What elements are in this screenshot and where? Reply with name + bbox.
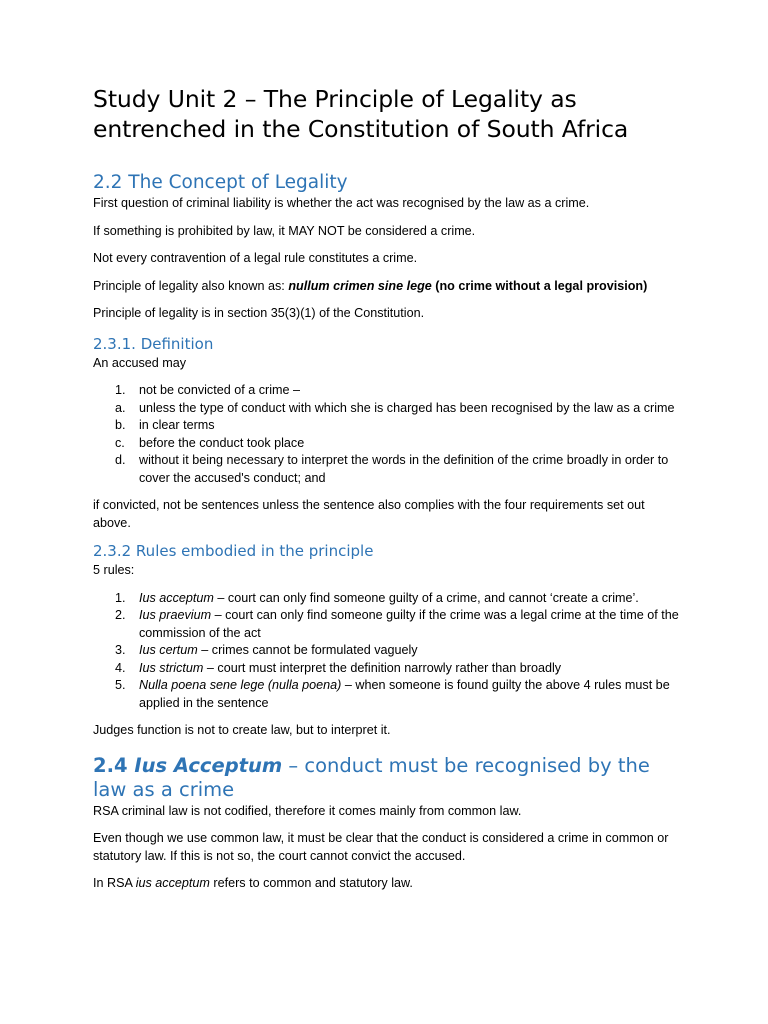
definition-list xyxy=(93,382,683,487)
list-item-text: in clear terms xyxy=(139,418,215,432)
list-item-text: – court can only find someone guilty of a crime, and cannot ‘create a crime’. xyxy=(213,590,639,605)
paragraph-ius-acceptum xyxy=(93,875,683,893)
list-marker: 1. xyxy=(115,590,126,605)
list-marker: b. xyxy=(115,418,126,432)
list-item-text: – crimes cannot be formulated vaguely xyxy=(197,643,418,657)
list-marker: a. xyxy=(115,400,126,415)
paragraph: Not every contravention of a legal rule constitutes a crime. xyxy=(93,251,418,265)
list-item-text: not be convicted of a crime – xyxy=(139,383,301,397)
list-item xyxy=(93,677,683,712)
section-heading-2-4 xyxy=(93,754,683,802)
text-run-bold: (no crime without a legal provision) xyxy=(431,278,648,293)
section-heading-2-2: 2.2 The Concept of Legality xyxy=(93,172,348,193)
list-item xyxy=(93,452,683,487)
list-item xyxy=(93,382,683,400)
list-item xyxy=(93,607,683,642)
latin-term: Ius acceptum xyxy=(139,590,214,605)
paragraph: An accused may xyxy=(93,355,187,370)
heading-number: 2.4 xyxy=(93,753,135,777)
latin-term: Ius certum xyxy=(139,643,198,657)
heading-text: – conduct must be recognised by the law as a crime xyxy=(93,753,650,801)
list-item xyxy=(93,400,683,418)
list-marker: c. xyxy=(115,435,125,450)
list-item-text: unless the type of conduct with which she is charged has been recognised by the law as a crime xyxy=(139,400,675,415)
list-marker: 4. xyxy=(115,660,126,675)
list-marker: 1. xyxy=(115,383,126,397)
paragraph: 5 rules: xyxy=(93,563,135,577)
list-item-text: – court must interpret the definition narrowly rather than broadly xyxy=(203,660,562,675)
list-item-text: without it being necessary to interpret the words in the definition of the crime broadly in order to cover the accused's conduct; and xyxy=(139,453,669,485)
text-run: refers to common and statutory law. xyxy=(209,876,413,890)
paragraph: First question of criminal liability is whether the act was recognised by the law as a crime. xyxy=(93,196,590,210)
section-heading-2-3-1: 2.3.1. Definition xyxy=(93,334,214,353)
section-heading-2-3-2: 2.3.2 Rules embodied in the principle xyxy=(93,542,374,560)
paragraph: RSA criminal law is not codified, therefore it comes mainly from common law. xyxy=(93,803,522,818)
list-item xyxy=(93,642,683,660)
paragraph: Even though we use common law, it must be clear that the conduct is considered a crime in common or statutory law. If this is not so, the court cannot convict the accused. xyxy=(93,831,669,863)
latin-term: Ius strictum xyxy=(139,660,204,675)
list-item-text: before the conduct took place xyxy=(139,435,305,450)
latin-term: Nulla poena sene lege (nulla poena) xyxy=(139,678,342,692)
list-item-text: – when someone is found guilty the above 4 rules must be applied in the sentence xyxy=(139,678,670,710)
list-item xyxy=(93,435,683,453)
paragraph: Judges function is not to create law, but to interpret it. xyxy=(93,723,391,737)
paragraph: If something is prohibited by law, it MAY NOT be considered a crime. xyxy=(93,223,476,238)
list-item xyxy=(93,590,683,608)
paragraph: Principle of legality is in section 35(3)(1) of the Constitution. xyxy=(93,306,425,320)
latin-term: ius acceptum xyxy=(135,876,210,890)
rules-list xyxy=(93,590,683,713)
list-marker: 5. xyxy=(115,678,126,692)
text-run: In RSA xyxy=(93,876,136,890)
heading-latin-term: Ius Acceptum xyxy=(134,753,283,777)
list-marker: d. xyxy=(115,453,126,467)
text-run: Principle of legality also known as: xyxy=(93,278,289,293)
paragraph-legality-term xyxy=(93,278,683,296)
latin-term: nullum crimen sine lege xyxy=(288,278,432,293)
list-marker: 3. xyxy=(115,643,126,657)
list-item xyxy=(93,660,683,678)
latin-term: Ius praevium xyxy=(139,608,212,622)
list-item xyxy=(93,417,683,435)
list-marker: 2. xyxy=(115,608,126,622)
list-item-text: – court can only find someone guilty if the crime was a legal crime at the time of the commission of the act xyxy=(139,608,679,640)
document-body xyxy=(93,84,683,903)
document-title: Study Unit 2 – The Principle of Legality as entrenched in the Constitution of South Africa xyxy=(93,85,629,143)
paragraph: if convicted, not be sentences unless the sentence also complies with the four requirements set out above. xyxy=(93,498,645,530)
